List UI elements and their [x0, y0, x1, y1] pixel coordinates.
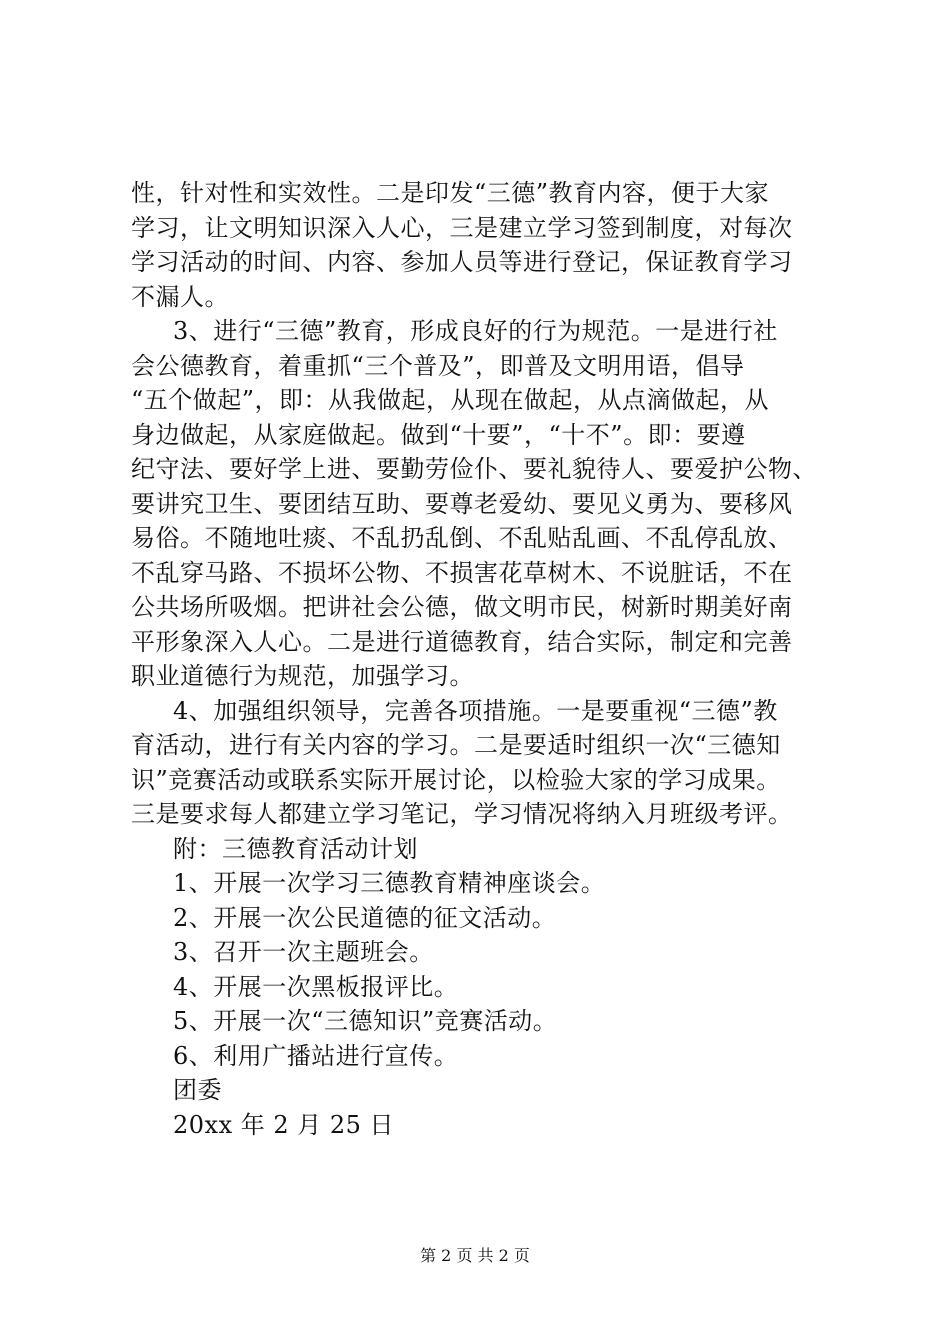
document-body	[131, 176, 821, 1142]
text-line: 不漏人。	[131, 282, 229, 311]
text-line: 识”竞赛活动或联系实际开展讨论，以检验大家的学习成果。	[131, 765, 781, 794]
text-line: 职业道德行为规范，加强学习。	[131, 662, 474, 690]
text-line: 不乱穿马路、不损坏公物、不损害花草树木、不说脏话，不在	[131, 558, 793, 587]
text-line: 会公德教育，着重抓“三个普及”，即普及文明用语，倡导	[131, 351, 745, 380]
plan-list-item: 4、开展一次黑板报评比。	[173, 972, 459, 1001]
paragraph-start-line: 3、进行“三德”教育，形成良好的行为规范。一是进行社	[173, 317, 778, 345]
plan-list-item: 5、开展一次“三德知识”竞赛活动。	[173, 1007, 558, 1035]
text-line: 性，针对性和实效性。二是印发“三德”教育内容，便于大家	[131, 179, 770, 207]
text-line: 三是要求每人都建立学习笔记，学习情况将纳入月班级考评。	[131, 800, 793, 828]
signature-organization: 团委	[173, 1076, 222, 1104]
plan-list-item: 3、召开一次主题班会。	[173, 938, 434, 966]
plan-list-item: 2、开展一次公民道德的征文活动。	[173, 903, 557, 932]
text-line: 身边做起，从家庭做起。做到“十要”，“十不”。即：要遵	[131, 420, 746, 449]
text-line: 纪守法、要好学上进、要勤劳俭仆、要礼貌待人、要爱护公物、	[131, 455, 817, 483]
text-line: 易俗。不随地吐痰、不乱扔乱倒、不乱贴乱画、不乱停乱放、	[131, 524, 793, 552]
paragraph-start-line: 4、加强组织领导，完善各项措施。一是要重视“三德”教	[173, 696, 778, 725]
text-line: 育活动，进行有关内容的学习。二是要适时组织一次“三德知	[131, 731, 781, 759]
plan-list-item: 6、利用广播站进行宣传。	[173, 1041, 459, 1070]
appendix-heading: 附：三德教育活动计划	[173, 834, 418, 863]
text-line: “五个做起”，即：从我做起，从现在做起，从点滴做起，从	[131, 386, 770, 414]
page-number-label: 第 2 页 共 2 页	[420, 1246, 530, 1265]
plan-list-item: 1、开展一次学习三德教育精神座谈会。	[173, 869, 606, 897]
text-line: 学习活动的时间、内容、参加人员等进行登记，保证教育学习	[131, 248, 793, 276]
text-line: 学习，让文明知识深入人心，三是建立学习签到制度，对每次	[131, 213, 793, 242]
signature-date: 20xx 年 2 月 25 日	[173, 1110, 395, 1139]
text-line: 要讲究卫生、要团结互助、要尊老爱幼、要见义勇为、要移风	[131, 489, 793, 518]
text-line: 平形象深入人心。二是进行道德教育，结合实际，制定和完善	[131, 627, 793, 656]
page-footer	[0, 1246, 950, 1266]
text-line: 公共场所吸烟。把讲社会公德，做文明市民，树新时期美好南	[131, 593, 793, 621]
